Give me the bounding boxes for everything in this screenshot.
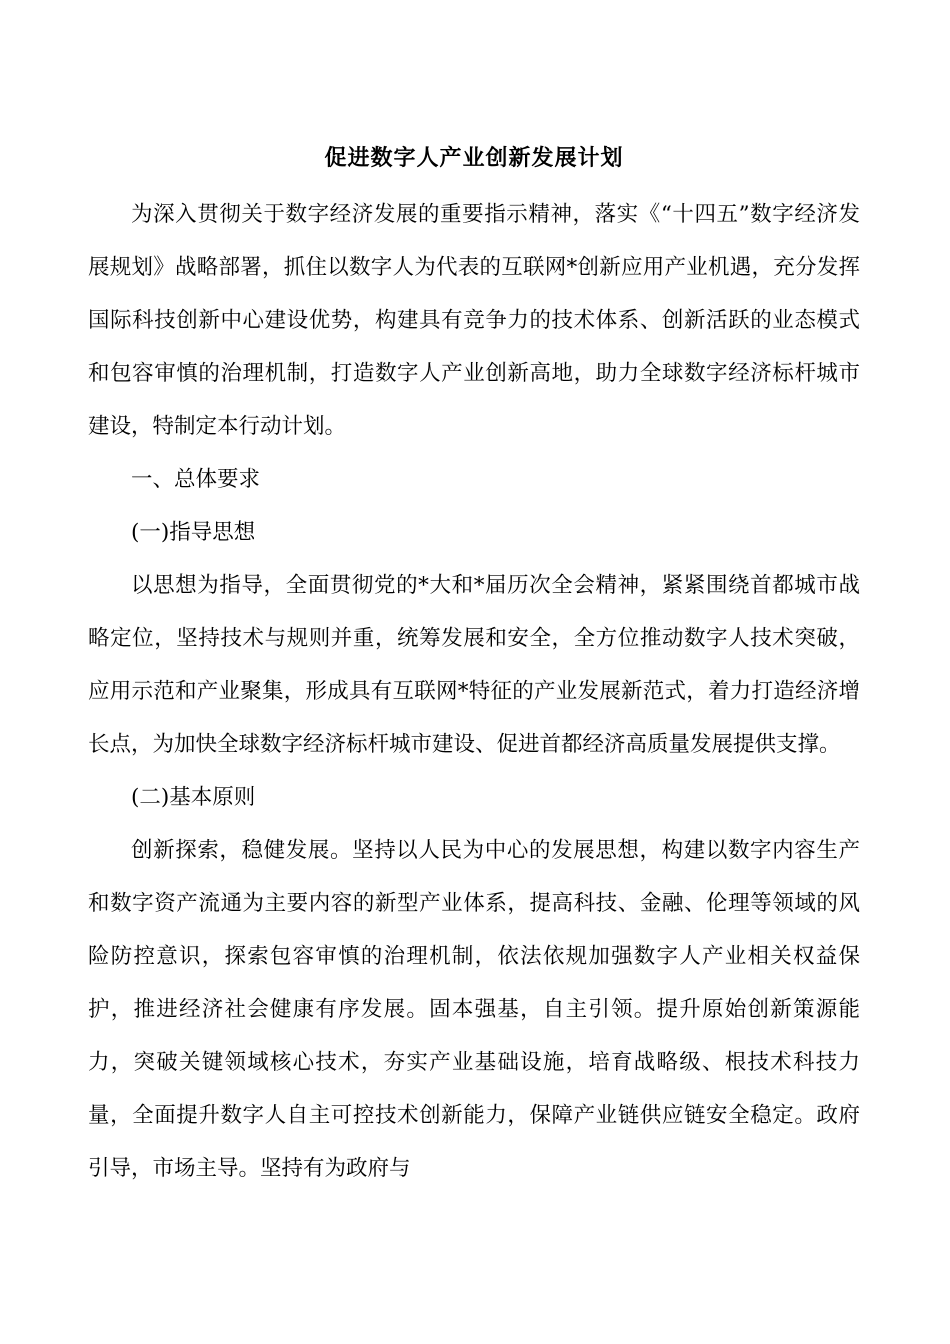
subsection-heading-basic-principles: (二)基本原则 [131, 785, 256, 810]
guiding-ideology-paragraph: 以思想为指导，全面贯彻党的*大和*届历次全会精神，紧紧围绕首都城市战略定位，坚持技术与规则并重，统筹发展和安全，全方位推动数字人技术突破，应用示范和产业聚集，形成具有互联网*特征的产业发展新范式，着力打造经济增长点，为加快全球数字经济标杆城市建设、促进首都经济高质量发展提供支撑。 [88, 573, 860, 757]
section-heading-general-requirements: 一、总体要求 [131, 467, 261, 492]
intro-paragraph: 为深入贯彻关于数字经济发展的重要指示精神，落实《“十四五”数字经济发展规划》战略部署，抓住以数字人为代表的互联网*创新应用产业机遇，充分发挥国际科技创新中心建设优势，构建具有竞争力的技术体系、创新活跃的业态模式和包容审慎的治理机制，打造数字人产业创新高地，助力全球数字经济标杆城市建设，特制定本行动计划。 [88, 202, 860, 439]
document-page [88, 138, 860, 1195]
document-title: 促进数字人产业创新发展计划 [324, 145, 624, 171]
subsection-heading-guiding-ideology: (一)指导思想 [131, 520, 256, 545]
basic-principles-paragraph: 创新探索，稳健发展。坚持以人民为中心的发展思想，构建以数字内容生产和数字资产流通为主要内容的新型产业体系，提高科技、金融、伦理等领域的风险防控意识，探索包容审慎的治理机制，依法依规加强数字人产业相关权益保护，推进经济社会健康有序发展。固本强基，自主引领。提升原始创新策源能力，突破关键领域核心技术，夯实产业基础设施，培育战略级、根技术科技力量，全面提升数字人自主可控技术创新能力，保障产业链供应链安全稳定。政府引导，市场主导。坚持有为政府与 [88, 838, 860, 1181]
